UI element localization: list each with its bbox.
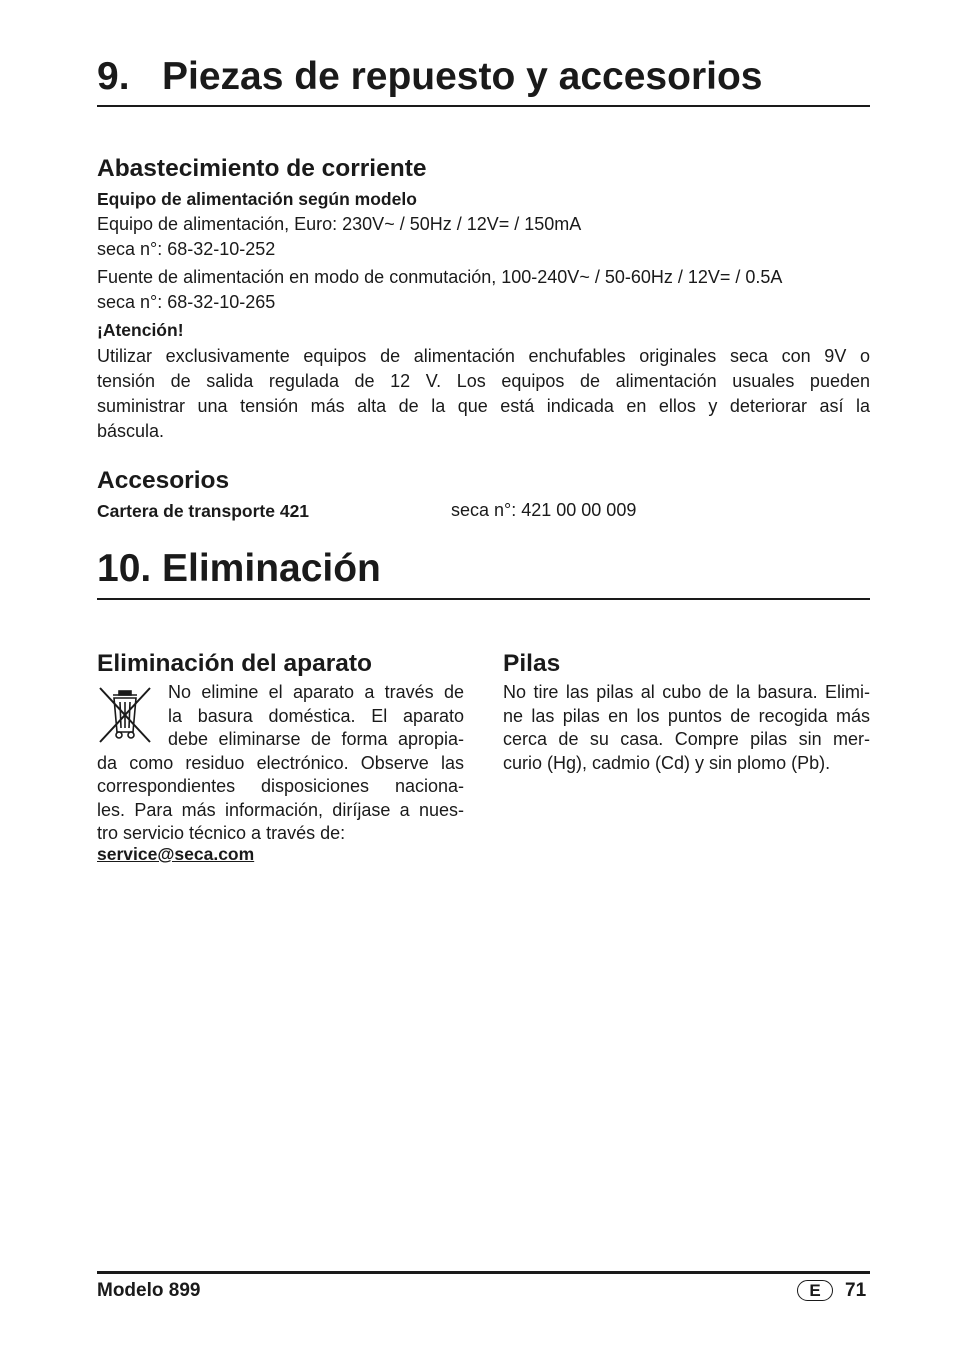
section-10-title: Eliminación: [162, 547, 381, 590]
power-item-1: Equipo de alimentación, Euro: 230V~ / 50Hz / 12V= / 150mA: [97, 214, 582, 234]
warning-line: suministrar una tensión más alta de la que está indicada en ellos y deteriorar así la: [97, 396, 870, 416]
power-item-2: Fuente de alimentación en modo de conmutación, 100-240V~ / 50-60Hz / 12V= / 0.5A: [97, 267, 783, 287]
footer-rule: [97, 1271, 870, 1274]
device-disposal-text-top: [168, 681, 464, 752]
device-disposal-line: la basura doméstica. El aparato: [168, 705, 464, 726]
batteries-heading: Pilas: [503, 650, 561, 677]
batteries-line: No tire las pilas al cubo de la basura. Elimi-: [503, 682, 870, 702]
warning-line: tensión de salida regulada de 12 V. Los equipos de alimentación usuales pueden: [97, 371, 870, 391]
warning-label: ¡Atención!: [97, 320, 184, 340]
page-number: 71: [845, 1280, 867, 1301]
batteries-line: cerca de su casa. Compre pilas sin mer-: [503, 729, 870, 749]
service-email-link[interactable]: service@seca.com: [97, 844, 255, 864]
device-disposal-line: No elimine el aparato a través de: [168, 682, 464, 702]
section-10-number: 10.: [97, 547, 152, 590]
language-badge: [797, 1280, 833, 1301]
section-9-rule: [97, 105, 870, 107]
device-disposal-line: les. Para más información, diríjase a nues-: [97, 799, 464, 820]
crossed-out-wheelie-bin-icon: [97, 686, 153, 744]
section-9-title: Piezas de repuesto y accesorios: [162, 55, 763, 98]
section-10-rule: [97, 598, 870, 600]
device-disposal-line: tro servicio técnico a través de:: [97, 823, 346, 843]
device-disposal-heading: Eliminación del aparato: [97, 650, 373, 677]
power-supply-heading: Abastecimiento de corriente: [97, 155, 427, 182]
footer-model: Modelo 899: [97, 1280, 201, 1301]
device-disposal-line: correspondientes disposiciones naciona-: [97, 776, 464, 796]
warning-paragraph: [97, 344, 870, 444]
power-item-2-code: seca n°: 68-32-10-265: [97, 292, 276, 312]
warning-line: báscula.: [97, 421, 165, 441]
section-9-number: 9.: [97, 55, 130, 98]
language-code: E: [797, 1280, 833, 1301]
device-disposal-text-bottom: [97, 752, 464, 846]
section-9-heading: [97, 54, 870, 100]
batteries-text: [503, 681, 870, 775]
device-disposal-line: debe eliminarse de forma apropia-: [168, 729, 464, 749]
accessory-code: seca n°: 421 00 00 009: [451, 500, 637, 520]
device-disposal-line: da como residuo electrónico. Observe las: [97, 752, 464, 773]
section-10-heading: [97, 546, 870, 592]
accessories-heading: Accesorios: [97, 467, 230, 494]
accessory-name: Cartera de transporte 421: [97, 501, 310, 521]
power-supply-subheading: Equipo de alimentación según modelo: [97, 189, 417, 209]
warning-line: Utilizar exclusivamente equipos de alimentación enchufables originales seca con 9V o: [97, 346, 870, 366]
batteries-line: ne las pilas en los puntos de recogida más: [503, 705, 870, 726]
power-item-1-code: seca n°: 68-32-10-252: [97, 239, 276, 259]
batteries-line: curio (Hg), cadmio (Cd) y sin plomo (Pb).: [503, 752, 831, 773]
